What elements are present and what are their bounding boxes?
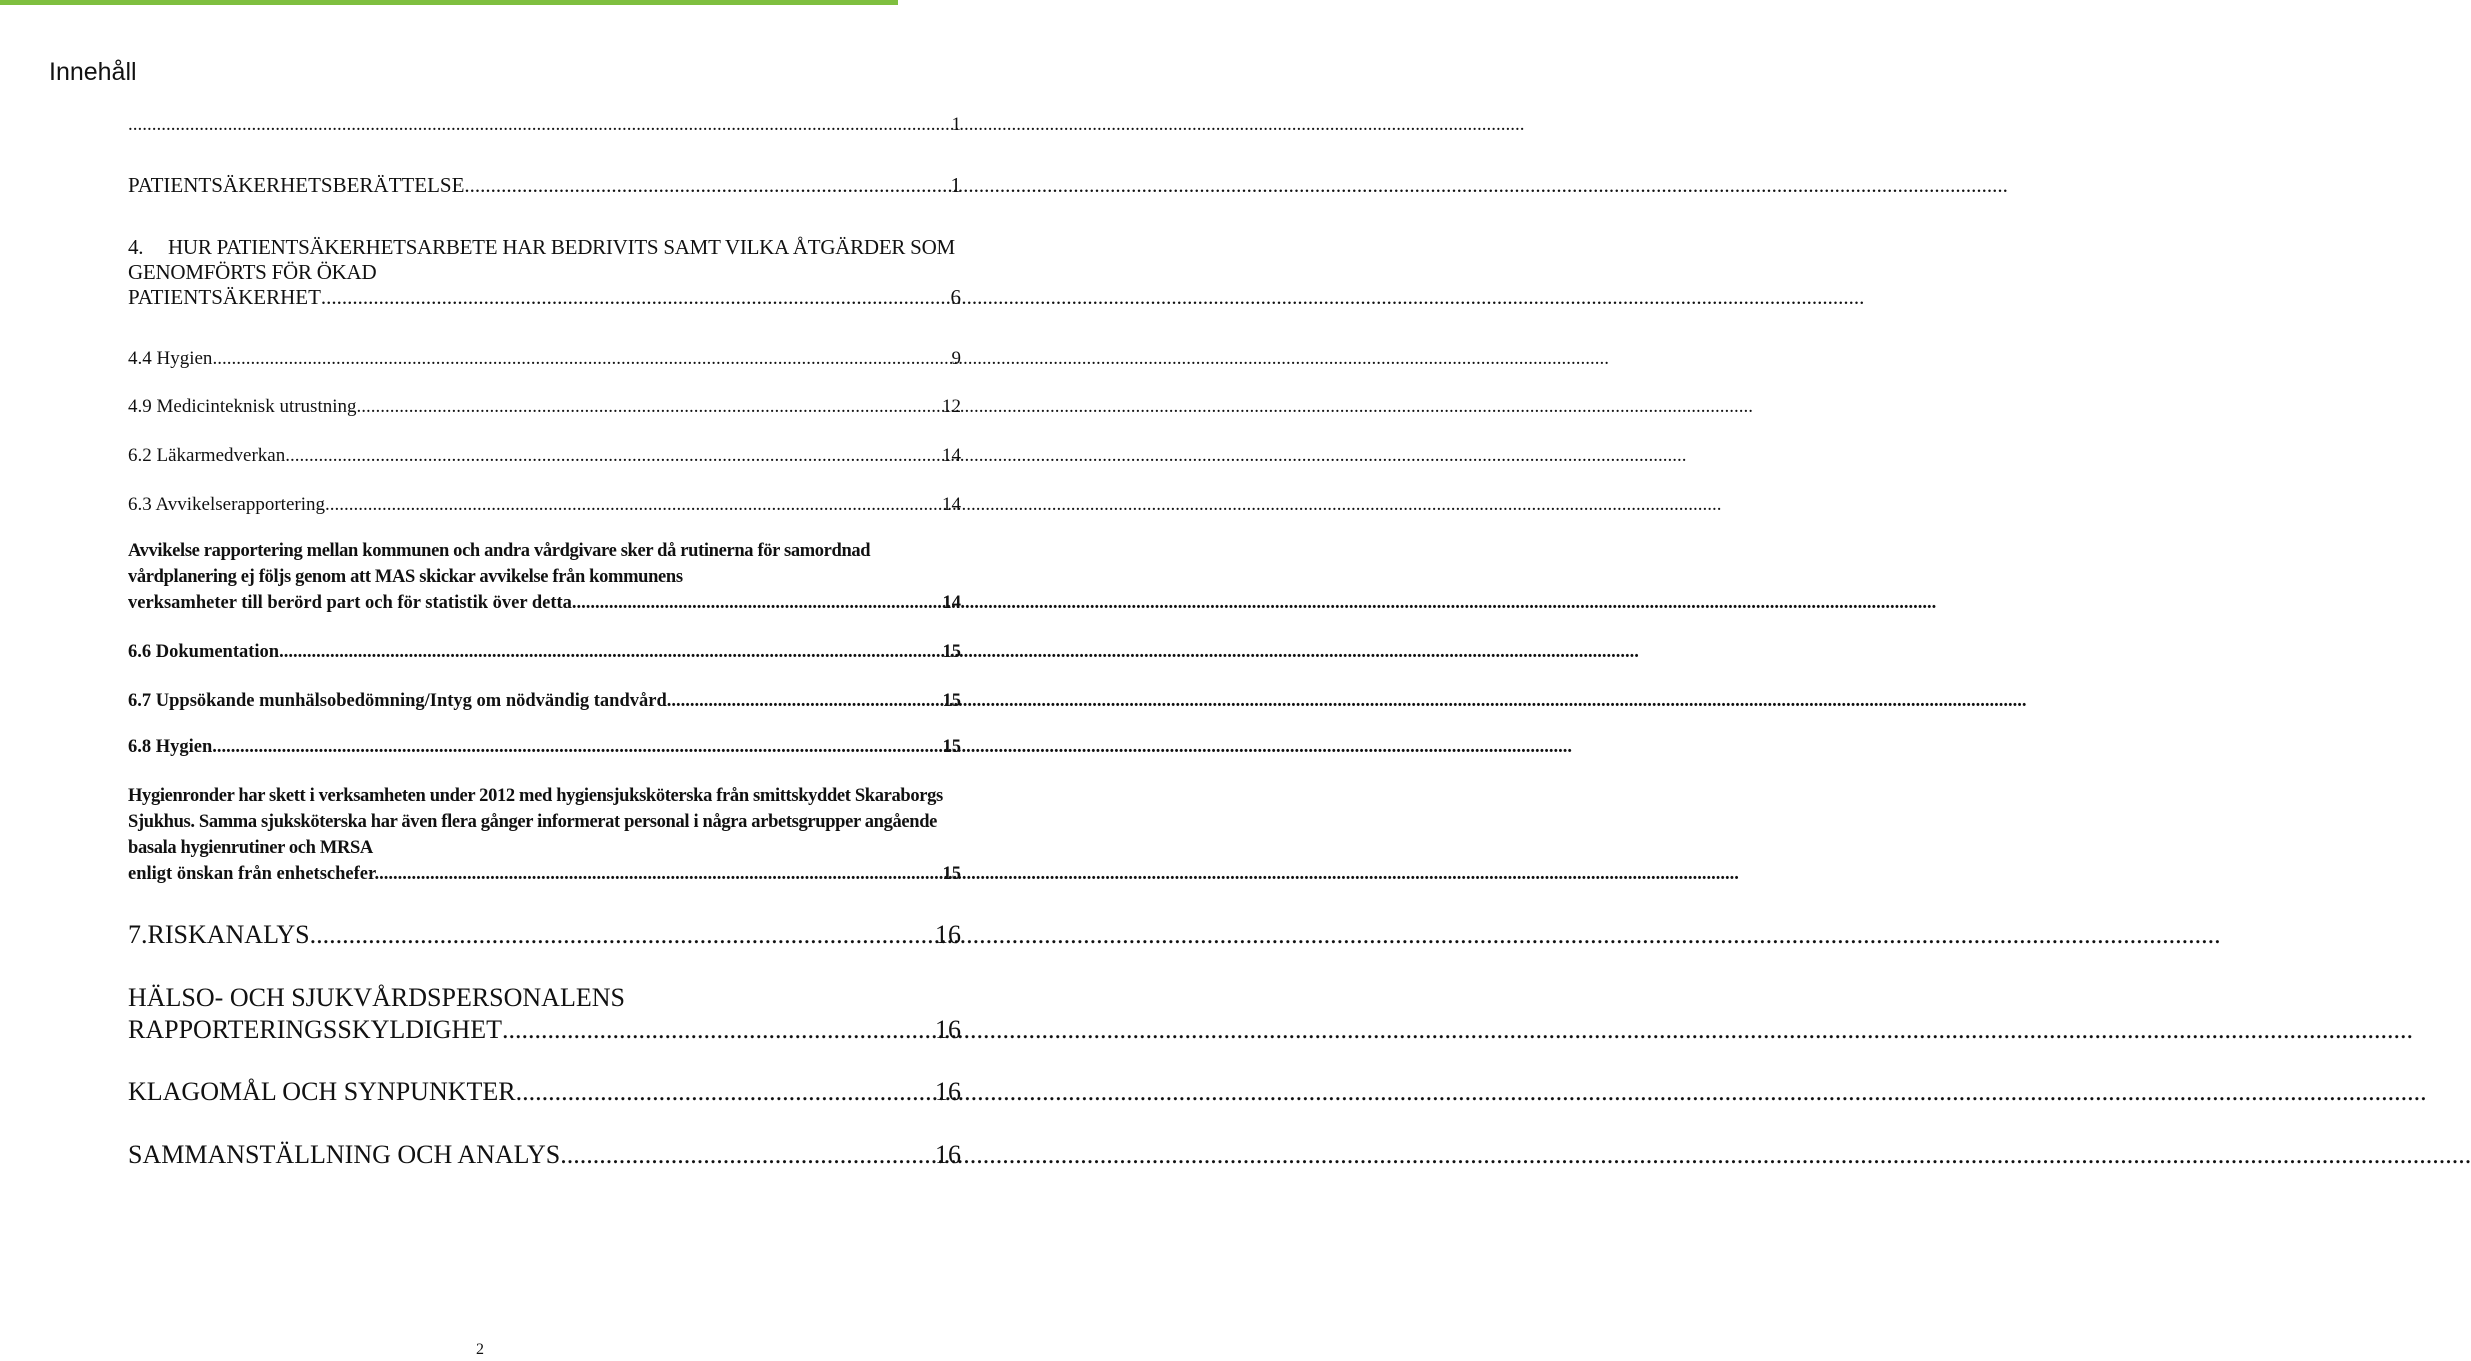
toc-entry-riskanalys[interactable] [128,919,961,951]
toc-entry-title: 6.2 Läkarmedverkan. [128,445,290,466]
dot-leader [379,861,938,887]
toc-entry-hygienronder-paragraph[interactable] [128,783,961,887]
toc-entry-4-4[interactable] [128,347,961,371]
top-accent-bar [0,0,898,5]
toc-entry-page: 16 [935,1077,961,1106]
toc-entry-title: 6.8 Hygien [128,737,213,757]
toc-entry-page: 16 [935,1015,961,1044]
toc-entry-title: 4.9 Medicinteknisk utrustning [128,396,357,417]
toc-entry-title: 6.7 Uppsökande munhälsobedömning/Intyg om nödvändig tandvård [128,691,667,711]
toc-entry-number: 4. [128,235,144,259]
toc-entry-title: PATIENTSÄKERHET [128,285,321,309]
toc-entry-page: 14 [942,593,961,613]
dot-leader [212,734,938,760]
toc-entry-page: 15 [942,737,961,757]
dot-leader [212,347,947,371]
dot-leader [128,113,948,137]
toc-entry-page: 14 [942,494,961,515]
toc-entry-page: 16 [935,920,961,949]
toc-entry-title: SAMMANSTÄLLNING OCH ANALYS [128,1140,561,1169]
toc-entry-page: 15 [942,642,961,662]
dot-leader [357,395,938,419]
toc-entry-sammanstallning[interactable] [128,1139,961,1171]
toc-entry-title: KLAGOMÅL OCH SYNPUNKTER [128,1077,516,1106]
toc-entry-4-9[interactable] [128,395,961,419]
toc-entry-title: 6.6 Dokumentation [128,642,280,662]
toc-entry-title: 6.3 Avvikelserapportering [128,494,325,515]
dot-leader [464,173,946,198]
toc-entry-6-8[interactable] [128,734,961,760]
toc-entry-title: RISKANALYS [147,920,310,949]
toc-entry-title: PATIENTSÄKERHETSBERÄTTELSE [128,173,465,197]
toc-entry-text: Avvikelse rapportering mellan kommunen och andra vårdgivare sker då rutinerna för samordnad vårdplanering ej följs genom att MAS skickar avvikelse från kommunens [128,541,871,587]
toc-entry-6-7[interactable] [128,688,961,714]
dot-leader [560,1139,931,1171]
toc-heading: Innehåll [49,58,137,86]
toc-entry-avvikelse-paragraph[interactable] [128,538,961,616]
dot-leader [667,688,939,714]
toc-entry-title: verksamheter till berörd part och för statistik över detta. [128,593,577,613]
toc-entry-patientsakerhetsberattelse[interactable] [128,173,961,198]
dot-leader [325,493,938,517]
toc-entry-page: 16 [935,1140,961,1169]
dot-leader [577,590,939,616]
toc-entry-page: 14 [942,445,961,466]
toc-entry-6-2[interactable] [128,444,961,468]
toc-entry-klagomal[interactable] [128,1076,961,1108]
toc-entry-page: 9 [951,348,961,369]
toc-entry-blank[interactable] [128,113,961,137]
toc-entry-title: enligt önskan från enhetschefer. [128,864,380,884]
toc-entry-6-3[interactable] [128,493,961,517]
dot-leader [321,285,947,310]
dot-leader [290,444,938,468]
toc-entry-page: 15 [942,864,961,884]
toc-entry-page: 1 [950,173,961,197]
toc-entry-text: 4. HUR PATIENTSÄKERHETSARBETE HAR BEDRIVITS SAMT VILKA ÅTGÄRDER SOM GENOMFÖRTS FÖR ÖKAD [128,235,955,284]
dot-leader [502,1014,931,1046]
toc-entry-6-6[interactable] [128,639,961,665]
toc-entry-text: Hygienronder har skett i verksamheten under 2012 med hygiensjuksköterska från smittskyddet Skaraborgs Sjukhus. Samma sjuksköterska har även flera gånger informerat personal i några arbetsgrupper angående basala hygienrutiner och MRSA [128,786,943,858]
toc-entry-title: 4.4 Hygien [128,348,213,369]
toc-entry-page: 15 [942,691,961,711]
page-number: 2 [476,1341,484,1358]
toc-entry-section-4[interactable] [128,235,961,310]
dot-leader [516,1076,931,1108]
toc-entry-number: 7. [128,920,148,949]
dot-leader [310,919,931,951]
toc-entry-text: HÄLSO- OCH SJUKVÅRDSPERSONALENS [128,983,625,1012]
toc-entry-title: RAPPORTERINGSSKYLDIGHET [128,1015,503,1044]
toc-entry-page: 1 [951,114,961,135]
dot-leader [279,639,938,665]
toc-entry-page: 12 [942,396,961,417]
toc-entry-rapporteringsskyldighet[interactable] [128,982,961,1046]
toc-entry-page: 6 [950,285,961,309]
